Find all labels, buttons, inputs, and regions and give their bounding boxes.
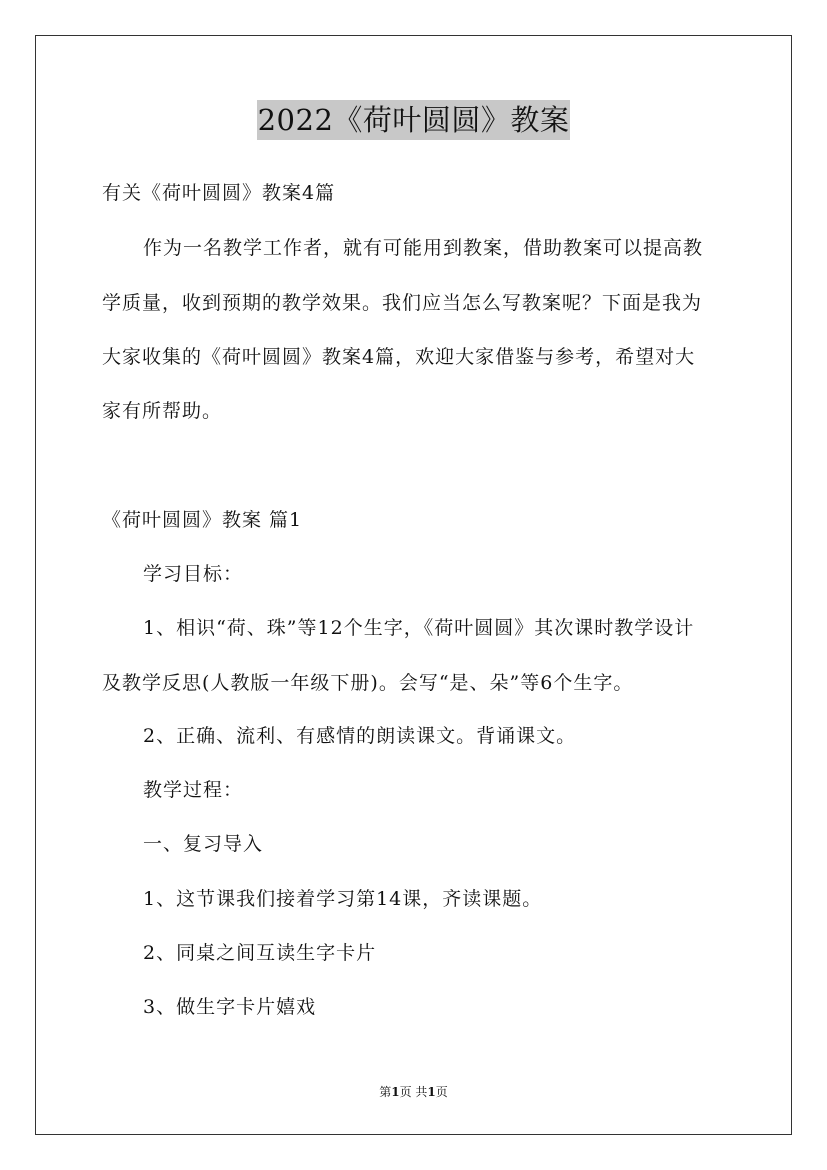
page-footer xyxy=(0,1084,827,1100)
footer-page-number: 1 xyxy=(391,1085,400,1099)
goal-2: 2、正确、流利、有感情的朗读课文。背诵课文。 xyxy=(143,725,577,747)
step-3: 3、做生字卡片嬉戏 xyxy=(143,996,317,1018)
intro-line-4: 家有所帮助。 xyxy=(102,400,223,422)
intro-line-1: 作为一名教学工作者，就有可能用到教案，借助教案可以提高教 xyxy=(143,237,704,259)
intro-line-3: 大家收集的《荷叶圆圆》教案4篇，欢迎大家借鉴与参考，希望对大 xyxy=(102,346,696,368)
footer-prefix: 第 xyxy=(379,1085,392,1099)
step-2: 2、同桌之间互读生字卡片 xyxy=(143,942,377,964)
step-1: 1、这节课我们接着学习第14课，齐读课题。 xyxy=(143,888,543,910)
document-subtitle: 有关《荷叶圆圆》教案4篇 xyxy=(102,182,336,204)
document-title: 2022《荷叶圆圆》教案 xyxy=(257,100,571,140)
intro-line-2: 学质量，收到预期的教学效果。我们应当怎么写教案呢？下面是我为 xyxy=(102,292,703,314)
goals-label: 学习目标： xyxy=(143,563,244,585)
step-heading: 一、复习导入 xyxy=(143,833,264,855)
goal-1-line-1: 1、相识“荷、珠”等12个生字，《荷叶圆圆》其次课时教学设计 xyxy=(143,617,695,639)
footer-total-pages: 1 xyxy=(427,1085,436,1099)
title-container xyxy=(0,100,827,140)
footer-suffix: 页 xyxy=(435,1085,448,1099)
section-heading: 《荷叶圆圆》教案 篇1 xyxy=(102,509,303,531)
goal-1-line-2: 及教学反思(人教版一年级下册)。会写“是、朵”等6个生字。 xyxy=(102,672,634,694)
footer-mid: 页 共 xyxy=(399,1085,428,1099)
process-label: 教学过程： xyxy=(143,779,244,801)
